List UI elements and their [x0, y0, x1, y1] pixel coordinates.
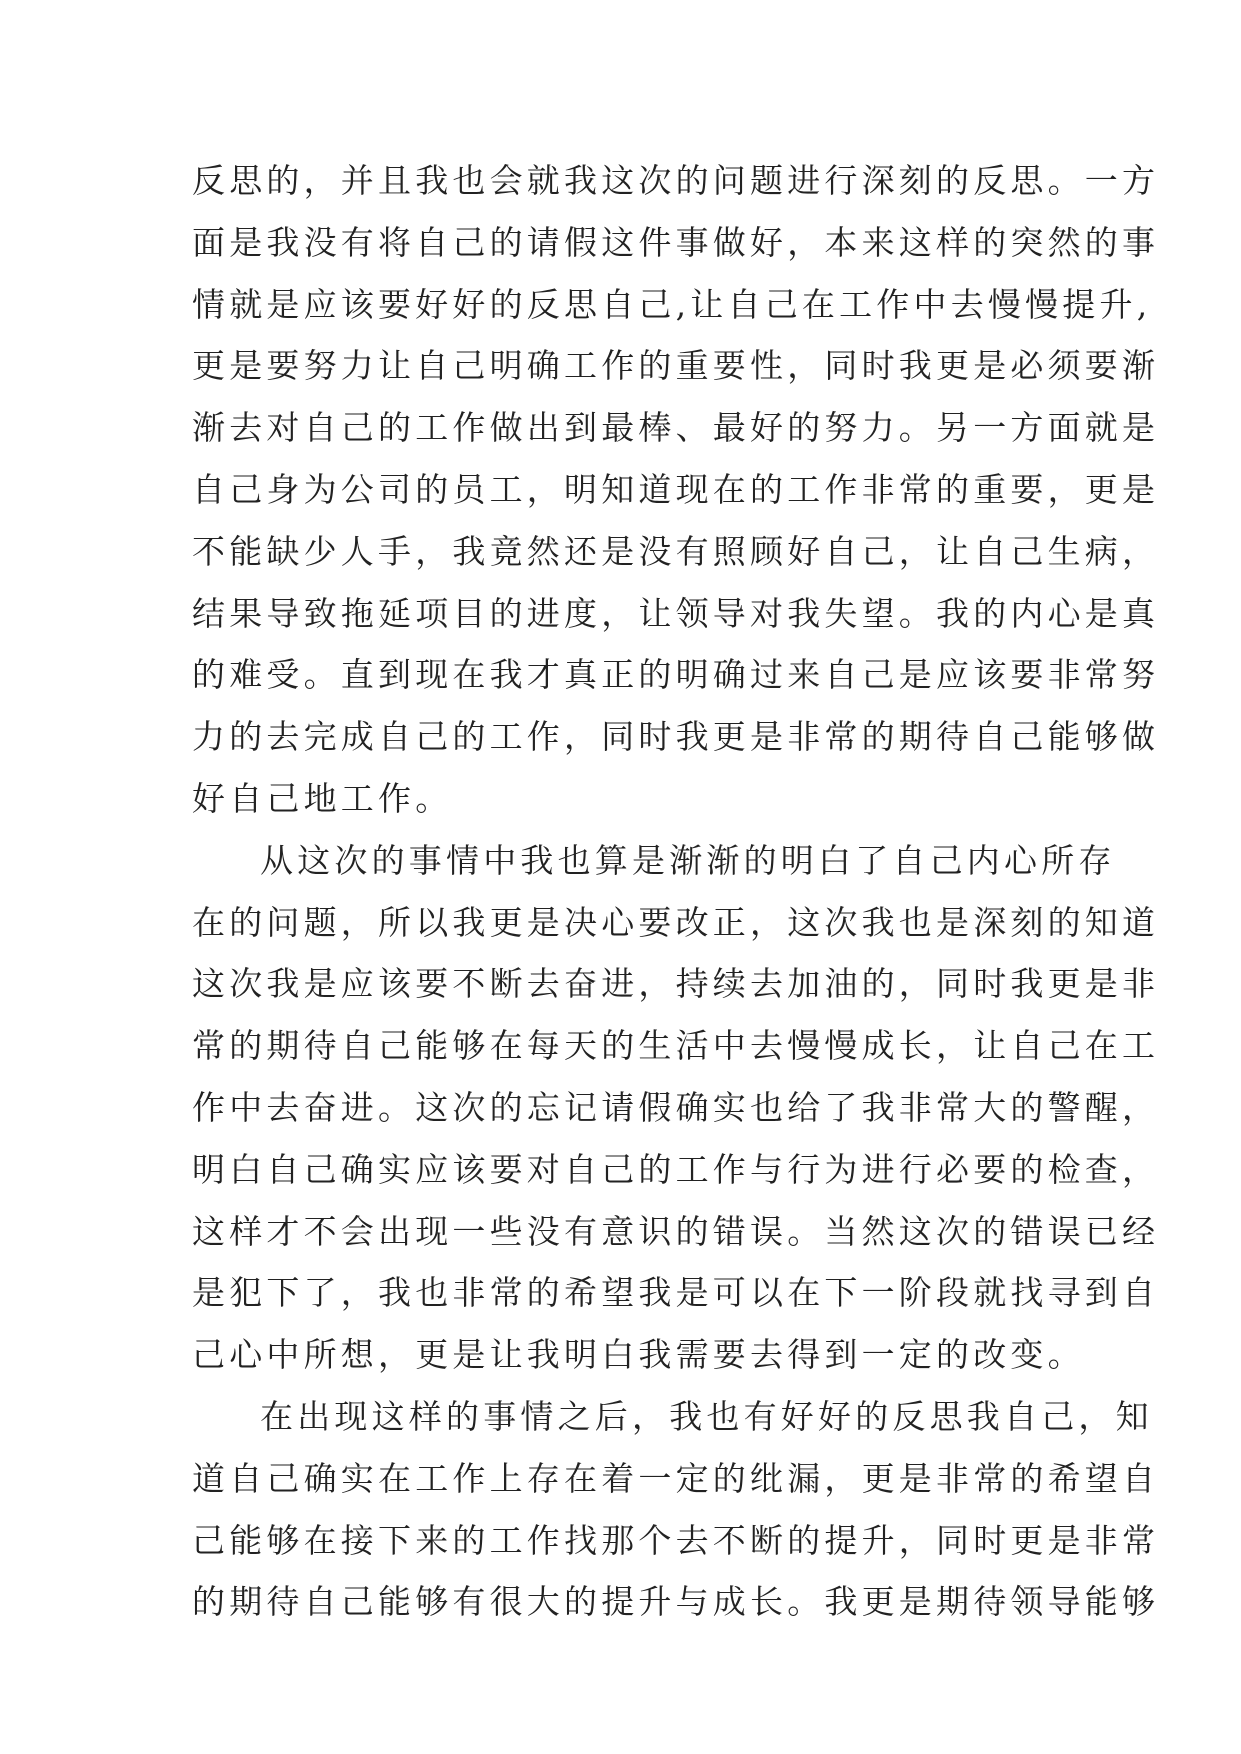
- text-line: 反思的，并且我也会就我这次的问题进行深刻的反思。一方: [192, 161, 1160, 200]
- text-line: 明白自己确实应该要对自己的工作与行为进行必要的检查，: [192, 1149, 1160, 1189]
- text-line: 己能够在接下来的工作找那个去不断的提升，同时更是非常: [192, 1520, 1160, 1560]
- text-line: 好自己地工作。: [192, 778, 453, 818]
- text-line: 的难受。直到现在我才真正的明确过来自己是应该要非常努: [192, 655, 1160, 695]
- text-line: 常的期待自己能够在每天的生活中去慢慢成长，让自己在工: [192, 1026, 1160, 1066]
- text-line: 己心中所想，更是让我明白我需要去得到一定的改变。: [192, 1335, 1085, 1375]
- text-line: 在的问题，所以我更是决心要改正，这次我也是深刻的知道: [192, 902, 1160, 942]
- text-line: 情就是应该要好好的反思自己,让自己在工作中去慢慢提升,: [192, 284, 1152, 324]
- body-text: [192, 150, 1160, 1633]
- text-line: 作中去奋进。这次的忘记请假确实也给了我非常大的警醒，: [192, 1087, 1160, 1127]
- text-line: 的期待自己能够有很大的提升与成长。我更是期待领导能够: [192, 1582, 1160, 1622]
- text-line: 自己身为公司的员工，明知道现在的工作非常的重要，更是: [192, 469, 1160, 509]
- text-line: 结果导致拖延项目的进度，让领导对我失望。我的内心是真: [192, 593, 1160, 633]
- text-line: 不能缺少人手，我竟然还是没有照顾好自己，让自己生病，: [192, 531, 1160, 571]
- paragraph-first-line: 从这次的事情中我也算是渐渐的明白了自己内心所存: [260, 840, 1116, 880]
- text-line: 道自己确实在工作上存在着一定的纰漏，更是非常的希望自: [192, 1458, 1160, 1498]
- text-line: 面是我没有将自己的请假这件事做好，本来这样的突然的事: [192, 222, 1160, 262]
- text-line: 是犯下了，我也非常的希望我是可以在下一阶段就找寻到自: [192, 1273, 1160, 1313]
- paragraph-first-line: 在出现这样的事情之后，我也有好好的反思我自己，知: [260, 1396, 1153, 1436]
- text-line: 渐去对自己的工作做出到最棒、最好的努力。另一方面就是: [192, 408, 1160, 448]
- text-line: 更是要努力让自己明确工作的重要性，同时我更是必须要渐: [192, 346, 1160, 386]
- text-line: 这次我是应该要不断去奋进，持续去加油的，同时我更是非: [192, 964, 1160, 1004]
- text-line: 力的去完成自己的工作，同时我更是非常的期待自己能够做: [192, 717, 1160, 757]
- text-line: 这样才不会出现一些没有意识的错误。当然这次的错误已经: [192, 1211, 1160, 1251]
